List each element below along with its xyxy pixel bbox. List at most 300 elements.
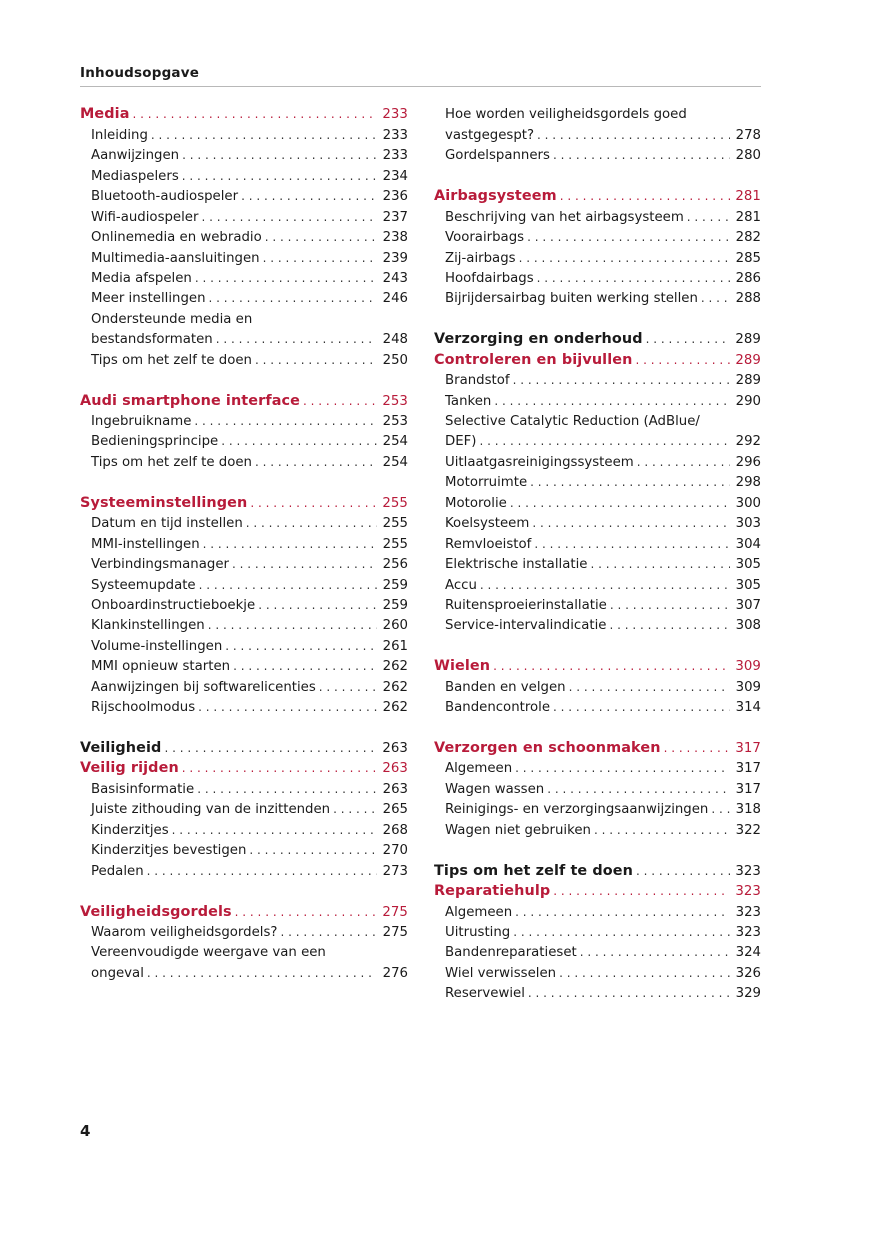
toc-section-entry[interactable]: [80, 798, 408, 818]
toc-entry-label: Kinderzitjes bevestigen: [91, 843, 247, 859]
toc-section-entry[interactable]: [80, 267, 408, 287]
toc-entry-label: MMI opnieuw starten: [91, 659, 231, 675]
toc-entry-page: 317: [735, 741, 761, 756]
toc-entry-label: ongeval: [91, 965, 144, 981]
toc-entry-page: 273: [382, 863, 408, 879]
toc-entry-label: Tips om het zelf te doen: [91, 454, 252, 470]
toc-section-entry[interactable]: [434, 573, 761, 593]
toc-entry-page: 250: [382, 352, 408, 368]
toc-entry-page: 259: [382, 597, 408, 613]
toc-section-entry[interactable]: [434, 798, 761, 818]
toc-entry-label: Klankinstellingen: [91, 618, 205, 634]
toc-leader-dots: [559, 965, 730, 982]
toc-leader-dots: [537, 127, 730, 144]
toc-chapter-entry[interactable]: [434, 348, 761, 368]
toc-entry-label: Media afspelen: [91, 270, 192, 286]
toc-entry-label: Tips om het zelf te doen: [434, 862, 633, 879]
toc-entry-label: Voorairbags: [445, 230, 525, 246]
toc-leader-dots: [172, 822, 377, 839]
toc-entry-label: Verzorging en onderhoud: [434, 331, 643, 348]
toc-entry-label: Aanwijzingen bij softwarelicenties: [91, 679, 316, 695]
toc-entry-label: Bluetooth-audiospeler: [91, 189, 239, 205]
toc-entry-page: 307: [735, 597, 761, 613]
toc-section-entry[interactable]: [80, 532, 408, 552]
toc-entry-page: 322: [735, 822, 761, 838]
toc-entry-page: 282: [735, 230, 761, 246]
toc-leader-dots: [319, 679, 377, 696]
toc-chapter-entry[interactable]: [80, 737, 408, 757]
toc-entry-page: 305: [735, 577, 761, 593]
toc-section-entry[interactable]: [434, 941, 761, 961]
toc-leader-dots: [241, 188, 377, 205]
toc-entry-page: 323: [735, 884, 761, 900]
toc-leader-dots: [687, 209, 730, 226]
toc-leader-dots: [235, 904, 377, 921]
toc-leader-dots: [216, 331, 377, 348]
toc-entry-label: Tanken: [445, 393, 492, 409]
toc-chapter-entry[interactable]: [434, 859, 761, 879]
toc-section-entry[interactable]: [434, 900, 761, 920]
toc-entry-page: 323: [735, 924, 761, 940]
toc-entry-page: 324: [735, 945, 761, 961]
toc-leader-dots: [201, 209, 377, 226]
toc-entry-page: 288: [735, 291, 761, 307]
toc-entry-label: Kinderzitjes: [91, 822, 169, 838]
toc-chapter-entry[interactable]: [434, 655, 761, 675]
toc-entry-page: 270: [382, 843, 408, 859]
toc-leader-dots: [513, 924, 730, 941]
toc-leader-dots: [528, 985, 730, 1002]
toc-spacer: [434, 634, 761, 654]
toc-section-entry[interactable]: [434, 471, 761, 491]
toc-entry-page: 281: [735, 209, 761, 225]
toc-section-entry[interactable]: [80, 818, 408, 838]
toc-entry-label: Meer instellingen: [91, 291, 206, 307]
toc-entry-label: Wielen: [434, 658, 491, 675]
toc-entry-label: Motorolie: [445, 495, 507, 511]
toc-section-entry[interactable]: [80, 430, 408, 450]
toc-section-entry[interactable]: [434, 267, 761, 287]
toc-entry-label: Bedieningsprincipe: [91, 434, 219, 450]
toc-entry-page: 292: [735, 434, 761, 450]
toc-entry-page: 239: [382, 250, 408, 266]
toc-leader-dots: [151, 127, 377, 144]
toc-leader-dots: [182, 168, 377, 185]
toc-spacer: [434, 716, 761, 736]
toc-entry-page: 262: [382, 679, 408, 695]
toc-leader-dots: [225, 638, 377, 655]
toc-entry-label: Uitlaatgasreinigingssysteem: [445, 454, 634, 470]
toc-section-entry[interactable]: [80, 573, 408, 593]
toc-entry-page: 318: [735, 802, 761, 818]
toc-section-entry[interactable]: [434, 614, 761, 634]
toc-section-entry[interactable]: [80, 164, 408, 184]
toc-section-entry[interactable]: [434, 532, 761, 552]
toc-leader-dots: [609, 617, 730, 634]
toc-section-entry[interactable]: [80, 594, 408, 614]
toc-leader-dots: [197, 781, 377, 798]
toc-entry-label: DEF): [445, 434, 477, 450]
toc-section-entry[interactable]: [434, 921, 761, 941]
toc-leader-dots: [569, 679, 730, 696]
toc-entry-label: Rijschoolmodus: [91, 700, 196, 716]
toc-entry-label: bestandsformaten: [91, 332, 213, 348]
toc-section-entry[interactable]: [434, 961, 761, 981]
toc-section-entry[interactable]: [80, 328, 408, 348]
toc-entry-label: Systeeminstellingen: [80, 494, 248, 511]
toc-chapter-entry[interactable]: [80, 491, 408, 511]
toc-entry-label: Zij-airbags: [445, 250, 516, 266]
toc-chapter-entry[interactable]: [434, 880, 761, 900]
toc-entry-label: Accu: [445, 577, 477, 593]
toc-section-entry[interactable]: [80, 246, 408, 266]
toc-entry-page: 237: [382, 209, 408, 225]
toc-entry-label: Inleiding: [91, 127, 148, 143]
toc-entry-label: Tips om het zelf te doen: [91, 352, 252, 368]
toc-leader-dots: [194, 413, 377, 430]
toc-entry-page: 275: [382, 904, 408, 920]
toc-entry-page: 233: [382, 107, 408, 123]
toc-entry-page: 285: [735, 250, 761, 266]
toc-entry-label: Brandstof: [445, 373, 510, 389]
toc-leader-dots: [646, 331, 730, 348]
toc-entry-label: Beschrijving van het airbagsysteem: [445, 209, 684, 225]
toc-entry-page: 246: [382, 291, 408, 307]
toc-entry-page: 303: [735, 516, 761, 532]
toc-leader-dots: [221, 433, 377, 450]
toc-entry-page: 290: [735, 393, 761, 409]
toc-section-entry[interactable]: [434, 287, 761, 307]
toc-chapter-entry[interactable]: [434, 737, 761, 757]
toc-entry-label: Vereenvoudigde weergave van een: [91, 945, 326, 961]
toc-section-entry[interactable]: [434, 103, 761, 123]
toc-section-entry[interactable]: [80, 696, 408, 716]
toc-section-entry[interactable]: [434, 410, 761, 430]
toc-section-entry[interactable]: [434, 777, 761, 797]
toc-entry-label: Service-intervalindicatie: [445, 618, 607, 634]
toc-entry-label: Verbindingsmanager: [91, 557, 229, 573]
toc-section-entry[interactable]: [80, 859, 408, 879]
toc-entry-page: 268: [382, 822, 408, 838]
toc-entry-page: 233: [382, 148, 408, 164]
toc-entry-label: Aanwijzingen: [91, 148, 180, 164]
toc-section-entry[interactable]: [80, 410, 408, 430]
toc-entry-label: Wifi-audiospeler: [91, 209, 199, 225]
toc-entry-page: 253: [382, 414, 408, 429]
toc-section-entry[interactable]: [80, 941, 408, 961]
toc-leader-dots: [560, 188, 730, 205]
toc-entry-label: Onlinemedia en webradio: [91, 230, 262, 246]
toc-entry-label: Volume-instellingen: [91, 638, 223, 654]
toc-leader-dots: [246, 515, 377, 532]
toc-entry-label: Remvloeistof: [445, 536, 532, 552]
toc-leader-dots: [515, 760, 730, 777]
toc-section-entry[interactable]: [80, 777, 408, 797]
toc-spacer: [80, 471, 408, 491]
toc-section-entry[interactable]: [434, 491, 761, 511]
toc-entry-label: Bandencontrole: [445, 700, 551, 716]
toc-leader-dots: [303, 393, 377, 410]
toc-entry-page: 326: [735, 965, 761, 981]
toc-chapter-entry[interactable]: [80, 900, 408, 920]
toc-section-entry[interactable]: [434, 226, 761, 246]
toc-entry-page: 309: [735, 679, 761, 695]
toc-entry-label: Airbagsysteem: [434, 188, 557, 205]
toc-entry-label: Bandenreparatieset: [445, 945, 577, 961]
toc-entry-label: Pedalen: [91, 863, 144, 879]
toc-leader-dots: [636, 863, 730, 880]
toc-left-column: [80, 103, 408, 982]
toc-leader-dots: [553, 699, 730, 716]
toc-leader-dots: [333, 801, 377, 818]
toc-entry-label: Wagen wassen: [445, 781, 545, 797]
toc-entry-label: vastgegespt?: [445, 127, 535, 143]
toc-leader-dots: [280, 924, 377, 941]
toc-entry-label: Elektrische installatie: [445, 557, 588, 573]
toc-entry-label: Controleren en bijvullen: [434, 351, 633, 368]
toc-entry-label: Motorruimte: [445, 475, 528, 491]
toc-leader-dots: [147, 863, 377, 880]
toc-leader-dots: [182, 147, 377, 164]
toc-entry-page: 255: [382, 495, 408, 511]
toc-chapter-entry[interactable]: [434, 328, 761, 348]
toc-leader-dots: [547, 781, 730, 798]
toc-entry-page: 254: [382, 454, 408, 470]
toc-entry-page: 243: [382, 270, 408, 286]
toc-section-entry[interactable]: [80, 655, 408, 675]
toc-entry-page: 323: [735, 904, 761, 920]
toc-entry-label: Verzorgen en schoonmaken: [434, 740, 661, 756]
toc-entry-page: 317: [735, 781, 761, 797]
toc-entry-label: Audi smartphone interface: [80, 392, 300, 409]
toc-entry-page: 253: [382, 393, 408, 409]
toc-entry-label: Ondersteunde media en: [91, 311, 253, 327]
toc-entry-label: Waarom veiligheidsgordels?: [91, 924, 278, 940]
toc-section-entry[interactable]: [80, 307, 408, 327]
toc-entry-page: 304: [735, 536, 761, 552]
toc-chapter-entry[interactable]: [434, 185, 761, 205]
toc-entry-label: MMI-instellingen: [91, 536, 200, 552]
toc-section-entry[interactable]: [434, 982, 761, 1002]
toc-entry-page: 278: [735, 127, 761, 143]
toc-section-entry[interactable]: [434, 430, 761, 450]
toc-section-entry[interactable]: [434, 450, 761, 470]
toc-entry-page: 280: [735, 148, 761, 164]
toc-leader-dots: [164, 740, 377, 757]
toc-entry-label: Juiste zithouding van de inzittenden: [91, 802, 331, 818]
page-number: 4: [80, 1122, 91, 1140]
toc-entry-label: Wagen niet gebruiken: [445, 822, 591, 838]
toc-leader-dots: [199, 577, 377, 594]
toc-entry-label: Veiligheidsgordels: [80, 903, 232, 920]
toc-leader-dots: [480, 577, 730, 594]
toc-spacer: [80, 880, 408, 900]
toc-entry-page: 276: [382, 965, 408, 981]
toc-leader-dots: [610, 597, 730, 614]
toc-entry-page: 281: [735, 189, 761, 205]
toc-section-entry[interactable]: [434, 369, 761, 389]
toc-section-entry[interactable]: [80, 614, 408, 634]
toc-section-entry[interactable]: [434, 594, 761, 614]
toc-leader-dots: [534, 536, 730, 553]
toc-leader-dots: [510, 495, 730, 512]
toc-leader-dots: [255, 352, 377, 369]
toc-entry-label: Onboardinstructieboekje: [91, 597, 256, 613]
toc-section-entry[interactable]: [80, 634, 408, 654]
toc-entry-label: Algemeen: [445, 761, 513, 777]
toc-chapter-entry[interactable]: [80, 757, 408, 777]
toc-section-entry[interactable]: [80, 450, 408, 470]
toc-leader-dots: [258, 597, 377, 614]
toc-leader-dots: [494, 393, 730, 410]
toc-leader-dots: [232, 556, 377, 573]
toc-section-entry[interactable]: [434, 123, 761, 143]
toc-entry-page: 314: [735, 700, 761, 716]
toc-entry-page: 263: [382, 741, 408, 756]
toc-section-entry[interactable]: [434, 675, 761, 695]
toc-leader-dots: [233, 658, 377, 675]
toc-entry-page: 260: [382, 618, 408, 634]
toc-entry-page: 234: [382, 168, 408, 184]
toc-entry-page: 261: [382, 638, 408, 654]
toc-leader-dots: [537, 270, 730, 287]
toc-entry-page: 255: [382, 536, 408, 552]
toc-section-entry[interactable]: [434, 553, 761, 573]
toc-entry-page: 289: [735, 352, 761, 368]
toc-entry-label: Uitrusting: [445, 924, 511, 940]
toc-entry-label: Mediaspelers: [91, 168, 179, 184]
toc-leader-dots: [590, 556, 730, 573]
toc-entry-label: Veiligheid: [80, 740, 162, 756]
toc-entry-page: 236: [382, 189, 408, 205]
toc-section-entry[interactable]: [434, 246, 761, 266]
toc-entry-label: Selective Catalytic Reduction (AdBlue/: [445, 414, 700, 429]
toc-leader-dots: [250, 495, 377, 512]
toc-entry-page: 238: [382, 230, 408, 246]
toc-leader-dots: [513, 372, 730, 389]
toc-section-entry[interactable]: [80, 185, 408, 205]
toc-section-entry[interactable]: [80, 123, 408, 143]
toc-entry-page: 263: [382, 761, 408, 777]
toc-section-entry[interactable]: [80, 348, 408, 368]
toc-entry-page: 289: [735, 373, 761, 389]
toc-leader-dots: [664, 740, 730, 757]
toc-section-entry[interactable]: [80, 961, 408, 981]
toc-section-entry[interactable]: [80, 144, 408, 164]
toc-leader-dots: [263, 250, 377, 267]
toc-leader-dots: [255, 454, 377, 471]
toc-entry-label: Datum en tijd instellen: [91, 516, 243, 532]
toc-entry-page: 256: [382, 557, 408, 573]
toc-entry-label: Bijrijdersairbag buiten werking stellen: [445, 291, 698, 307]
toc-entry-page: 323: [735, 863, 761, 879]
toc-entry-page: 289: [735, 332, 761, 348]
page-header: [80, 62, 761, 87]
toc-entry-page: 275: [382, 924, 408, 940]
toc-leader-dots: [515, 904, 730, 921]
toc-section-entry[interactable]: [434, 696, 761, 716]
toc-entry-label: Koelsysteem: [445, 516, 530, 532]
toc-section-entry[interactable]: [434, 144, 761, 164]
toc-chapter-entry[interactable]: [80, 389, 408, 409]
toc-section-entry[interactable]: [80, 226, 408, 246]
toc-section-entry[interactable]: [434, 389, 761, 409]
toc-section-entry[interactable]: [80, 205, 408, 225]
toc-leader-dots: [594, 822, 730, 839]
toc-entry-page: 317: [735, 761, 761, 777]
toc-section-entry[interactable]: [80, 839, 408, 859]
toc-entry-page: 296: [735, 454, 761, 470]
toc-leader-dots: [147, 965, 377, 982]
toc-entry-page: 286: [735, 270, 761, 286]
toc-leader-dots: [530, 474, 730, 491]
toc-leader-dots: [493, 658, 730, 675]
toc-entry-page: 259: [382, 577, 408, 593]
toc-spacer: [434, 839, 761, 859]
toc-leader-dots: [182, 760, 377, 777]
toc-entry-label: Reinigings- en verzorgingsaanwijzingen: [445, 802, 709, 818]
toc-leader-dots: [580, 944, 730, 961]
toc-entry-page: 262: [382, 659, 408, 675]
toc-section-entry[interactable]: [80, 512, 408, 532]
toc-right-column: [434, 103, 761, 1002]
toc-entry-label: Media: [80, 106, 130, 123]
toc-leader-dots: [635, 352, 730, 369]
toc-entry-page: 233: [382, 127, 408, 143]
toc-entry-label: Multimedia-aansluitingen: [91, 250, 260, 266]
toc-leader-dots: [209, 290, 377, 307]
toc-entry-page: 305: [735, 557, 761, 573]
toc-leader-dots: [532, 515, 730, 532]
toc-section-entry[interactable]: [434, 512, 761, 532]
toc-section-entry[interactable]: [434, 757, 761, 777]
toc-section-entry[interactable]: [434, 205, 761, 225]
toc-spacer: [434, 307, 761, 327]
toc-leader-dots: [198, 699, 377, 716]
toc-spacer: [434, 164, 761, 184]
toc-entry-label: Systeemupdate: [91, 577, 196, 593]
toc-entry-label: Veilig rijden: [80, 760, 179, 777]
toc-entry-page: 248: [382, 332, 408, 348]
toc-chapter-entry[interactable]: [80, 103, 408, 123]
toc-leader-dots: [711, 801, 730, 818]
toc-section-entry[interactable]: [80, 553, 408, 573]
toc-section-entry[interactable]: [80, 675, 408, 695]
toc-leader-dots: [479, 433, 730, 450]
toc-entry-page: 263: [382, 781, 408, 797]
toc-entry-page: 309: [735, 659, 761, 675]
toc-entry-page: 300: [735, 495, 761, 511]
page-title: Inhoudsopgave: [80, 65, 200, 81]
toc-entry-label: Basisinformatie: [91, 781, 195, 797]
toc-section-entry[interactable]: [80, 287, 408, 307]
toc-leader-dots: [265, 229, 377, 246]
toc-leader-dots: [208, 617, 377, 634]
toc-leader-dots: [553, 883, 730, 900]
toc-entry-page: 254: [382, 434, 408, 450]
toc-leader-dots: [701, 290, 730, 307]
toc-section-entry[interactable]: [434, 818, 761, 838]
toc-entry-page: 298: [735, 475, 761, 491]
toc-entry-page: 308: [735, 618, 761, 634]
toc-entry-page: 255: [382, 516, 408, 532]
toc-leader-dots: [553, 147, 730, 164]
toc-section-entry[interactable]: [80, 921, 408, 941]
toc-leader-dots: [203, 536, 377, 553]
toc-spacer: [80, 716, 408, 736]
toc-leader-dots: [519, 250, 730, 267]
toc-entry-label: Reparatiehulp: [434, 883, 551, 900]
